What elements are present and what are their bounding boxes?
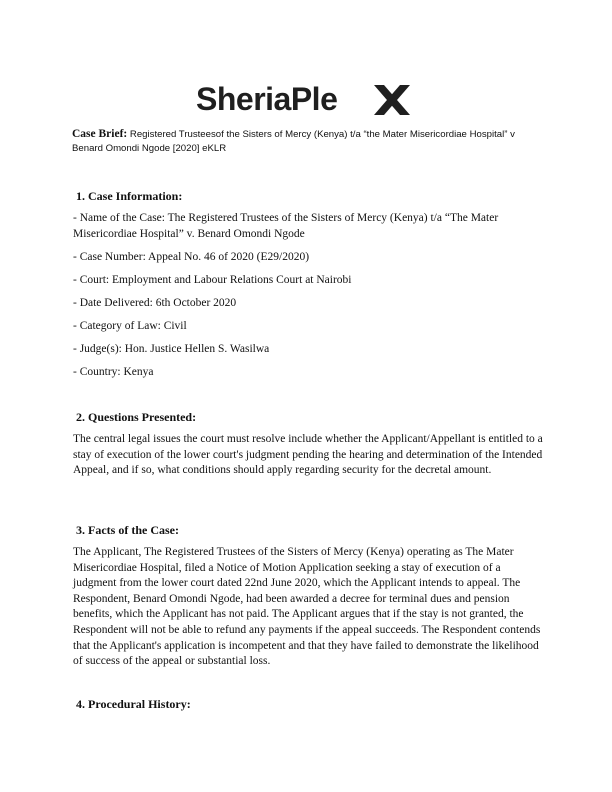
logo-text: SheriaPle bbox=[196, 81, 338, 117]
questions-presented-text: The central legal issues the court must resolve include whether the Applicant/Appellant is entitled to a stay of execution of the lower court's judgment pending the hearing and determination of the Intended Appeal, and if so, what conditions should apply regarding security for the decretal amount. bbox=[73, 433, 543, 477]
section-heading-case-information: 1. Case Information: bbox=[76, 189, 183, 203]
judges-item: - Judge(s): Hon. Justice Hellen S. Wasilwa bbox=[73, 343, 270, 355]
court-item: - Court: Employment and Labour Relations Court at Nairobi bbox=[73, 274, 352, 286]
logo-x-mark-icon bbox=[372, 83, 412, 117]
case-name-item: - Name of the Case: The Registered Trustees of the Sisters of Mercy (Kenya) t/a “The Mater Misericordiae Hospital” v. Benard Omondi Ngode bbox=[73, 212, 499, 240]
date-delivered-item: - Date Delivered: 6th October 2020 bbox=[73, 297, 237, 309]
section-heading-questions-presented: 2. Questions Presented: bbox=[76, 410, 197, 424]
section-heading-procedural-history: 4. Procedural History: bbox=[76, 697, 191, 711]
facts-text: The Applicant, The Registered Trustees of the Sisters of Mercy (Kenya) operating as The Mater Misericordiae Hospital, filed a Notice of Motion Application seeking a stay of execution of a judgment from the lower court dated 22nd June 2020, which the Applicant intends to appeal. The Respondent, Benard Omondi Ngode, had been awarded a decree for terminal dues and pension benefits, which the Applicant has not paid. The Applicant argues that if the stay is not granted, the Respondent will not be able to refund any payments if the appeal succeeds. The Respondent contends that the Applicant's application is incompetent and that they have failed to demonstrate the likelihood of success of the appeal or substantial loss. bbox=[73, 546, 541, 668]
case-number-item: - Case Number: Appeal No. 46 of 2020 (E29/2020) bbox=[73, 251, 310, 263]
category-of-law-item: - Category of Law: Civil bbox=[73, 320, 187, 332]
case-brief-title bbox=[72, 127, 542, 156]
case-brief-text: Registered Trusteesof the Sisters of Mercy (Kenya) t/a “the Mater Misericordiae Hospital” v Benard Omondi Ngode [2020] eKLR bbox=[72, 129, 515, 154]
case-brief-label: Case Brief: bbox=[72, 128, 128, 140]
country-item: - Country: Kenya bbox=[73, 366, 154, 378]
section-heading-facts: 3. Facts of the Case: bbox=[76, 523, 179, 537]
sheriaplex-logo bbox=[196, 80, 416, 120]
